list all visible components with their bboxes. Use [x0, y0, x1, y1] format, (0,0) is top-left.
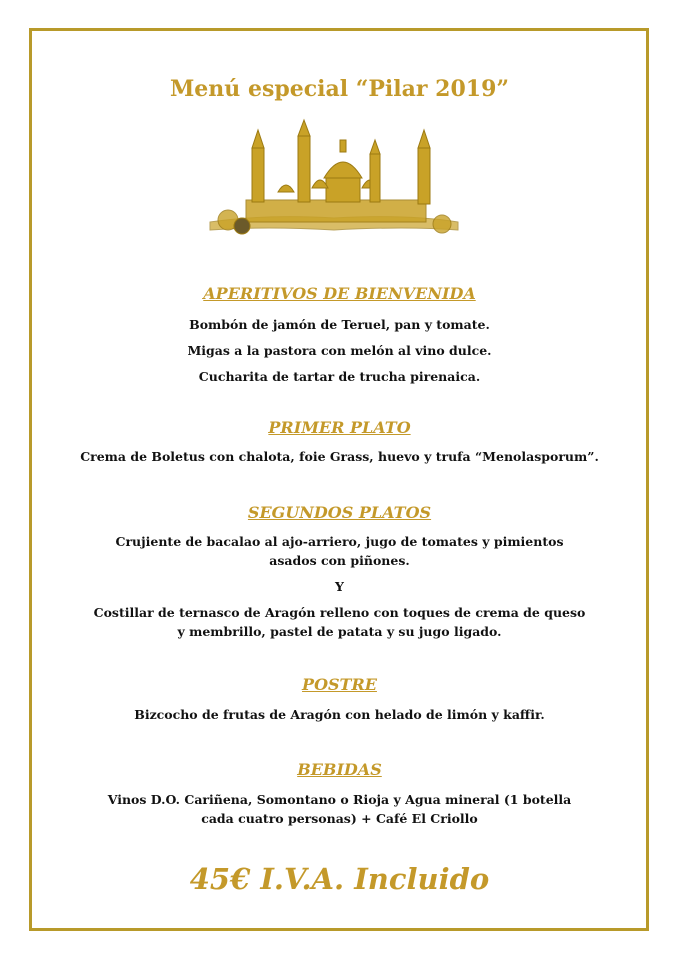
section-title-segundos-platos: SEGUNDOS PLATOS [247, 503, 432, 522]
menu-item: Bombón de jamón de Teruel, pan y tomate. [189, 317, 490, 332]
menu-item: Vinos D.O. Cariñena, Somontano o Rioja y Agua mineral (1 botella cada cuatro personas) + Café El Criollo [107, 792, 572, 826]
section-title-primer-plato: PRIMER PLATO [268, 418, 411, 437]
menu-item: Migas a la pastora con melón al vino dulce. [187, 343, 492, 358]
price-label: 45€ I.V.A. Incluido [189, 862, 490, 896]
section-title-aperitivos: APERITIVOS DE BIENVENIDA [203, 284, 476, 303]
menu-title: Menú especial “Pilar 2019” [169, 76, 510, 102]
menu-item: Costillar de ternasco de Aragón relleno con toques de crema de queso y membrillo, pastel de patata y su jugo ligado. [93, 605, 586, 639]
menu-item: Crujiente de bacalao al ajo-arriero, jugo de tomates y pimientos asados con piñones. [115, 534, 564, 568]
section-title-postre: POSTRE [302, 675, 377, 694]
menu-item: Cucharita de tartar de trucha pirenaica. [198, 369, 481, 384]
section-title-bebidas: BEBIDAS [297, 760, 382, 779]
menu-item: Bizcocho de frutas de Aragón con helado de limón y kaffir. [134, 707, 545, 722]
basilica-pilar-icon [206, 118, 462, 252]
menu-conjunction: Y [335, 579, 344, 594]
menu-item: Crema de Boletus con chalota, foie Grass, huevo y trufa “Menolasporum”. [80, 449, 599, 464]
